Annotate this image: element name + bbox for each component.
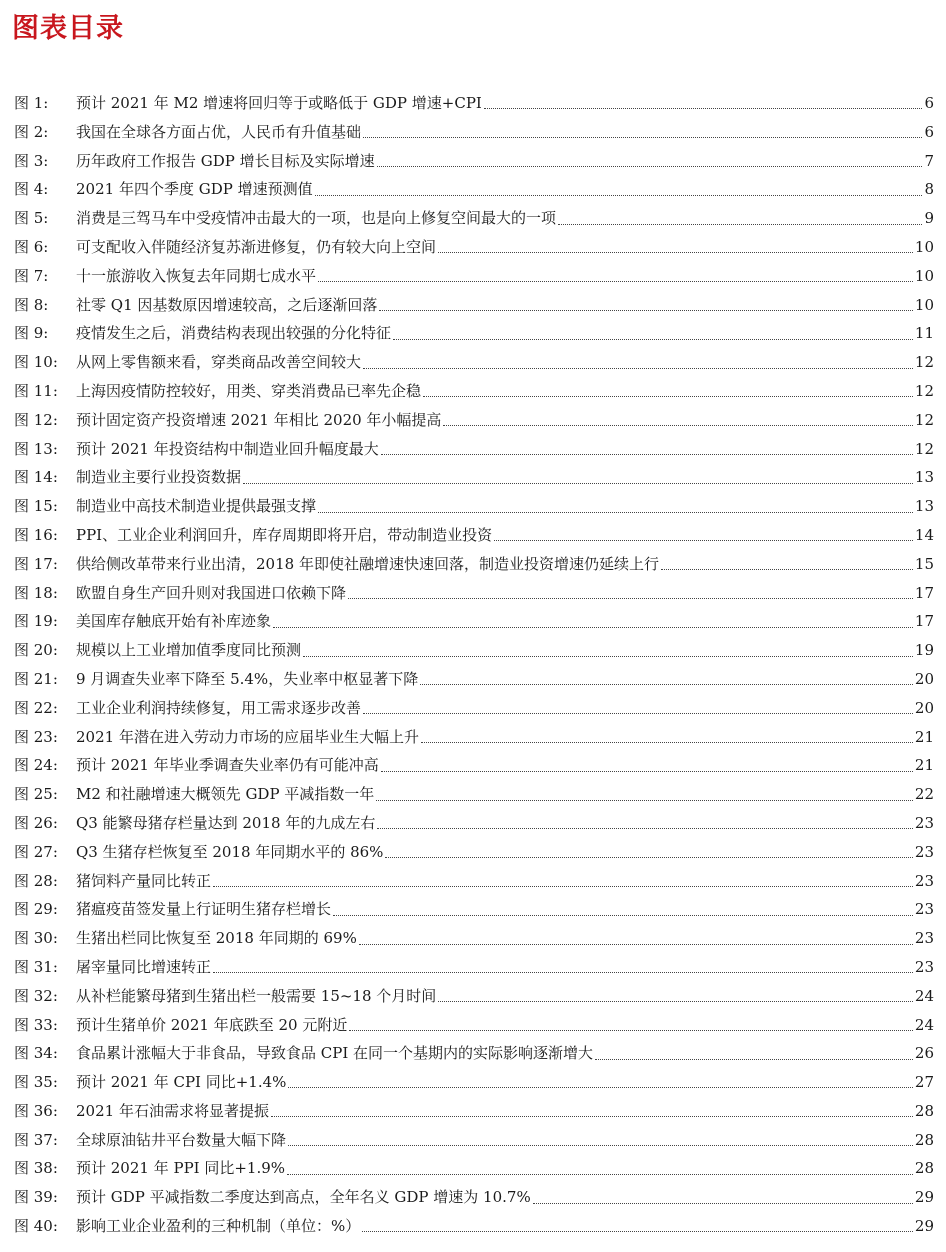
toc-dot-leader [661, 568, 913, 570]
toc-entry[interactable] [14, 118, 934, 147]
toc-entry-title[interactable]: 2021 年潜在进入劳动力市场的应届毕业生大幅上升 [76, 727, 419, 746]
toc-entry-page-number[interactable]: 28 [914, 1130, 934, 1149]
toc-entry-page-number[interactable]: 10 [914, 295, 934, 314]
toc-entry[interactable] [14, 233, 934, 262]
toc-entry-title[interactable]: 2021 年四个季度 GDP 增速预测值 [76, 180, 313, 199]
toc-dot-leader [438, 1000, 913, 1002]
toc-entry-title[interactable]: 预计 2021 年 M2 增速将回归等于或略低于 GDP 增速+CPI [76, 94, 482, 112]
toc-entry[interactable] [14, 1154, 934, 1183]
toc-entry-label: 图 16: [14, 525, 58, 544]
toc-entry-title[interactable]: 食品累计涨幅大于非食品，导致食品 CPI 在同一个基期内的实际影响逐渐增大 [76, 1044, 594, 1063]
toc-entry-title[interactable]: 从补栏能繁母猪到生猪出栏一般需要 15~18 个月时间 [76, 986, 437, 1005]
toc-entry[interactable] [14, 723, 934, 752]
toc-entry[interactable] [14, 262, 934, 291]
toc-entry-title[interactable]: 我国在全球各方面占优，人民币有升值基础 [76, 122, 362, 141]
toc-dot-leader [376, 799, 913, 801]
toc-entry-page-number[interactable]: 13 [914, 497, 934, 516]
toc-entry-title[interactable]: M2 和社融增速大概领先 GDP 平减指数一年 [76, 785, 375, 804]
toc-dot-leader [349, 1029, 913, 1031]
toc-entry-label: 图 37: [14, 1130, 58, 1149]
toc-entry-label: 图 11: [14, 381, 58, 400]
toc-entry-label: 图 24: [14, 756, 58, 775]
toc-dot-leader [381, 453, 913, 455]
toc-entry-label: 图 27: [14, 842, 58, 861]
toc-entry-label: 图 26: [14, 813, 58, 832]
toc-entry[interactable] [14, 867, 934, 896]
toc-dot-leader [213, 971, 913, 973]
toc-entry-page-number[interactable]: 12 [914, 439, 934, 458]
toc-dot-leader [288, 1144, 913, 1146]
table-of-figures [14, 89, 934, 1241]
toc-entry-label: 图 28: [14, 871, 58, 890]
toc-dot-leader [423, 395, 913, 397]
toc-entry-page-number[interactable]: 22 [914, 785, 934, 804]
toc-dot-leader [315, 194, 923, 196]
toc-entry-label: 图 25: [14, 785, 58, 804]
toc-entry-label: 图 2: [14, 122, 49, 141]
toc-entry-page-number[interactable]: 13 [914, 468, 934, 487]
toc-entry-label: 图 6: [14, 237, 49, 256]
toc-entry-label: 图 7: [14, 266, 49, 285]
toc-entry[interactable] [14, 1011, 934, 1040]
toc-entry-label: 图 38: [14, 1159, 58, 1178]
toc-entry-page-number[interactable]: 24 [914, 1015, 934, 1034]
toc-entry-title[interactable]: Q3 生猪存栏恢复至 2018 年同期水平的 86% [76, 842, 384, 861]
toc-dot-leader [363, 136, 922, 138]
toc-dot-leader [303, 655, 913, 657]
toc-dot-leader [377, 827, 913, 829]
toc-entry-title[interactable]: 制造业中高技术制造业提供最强支撑 [76, 497, 317, 516]
toc-entry-title[interactable]: 欧盟自身生产回升则对我国进口依赖下降 [76, 583, 347, 602]
toc-entry-page-number[interactable]: 17 [914, 612, 934, 631]
toc-entry-title[interactable]: 十一旅游收入恢复去年同期七成水平 [76, 266, 317, 285]
toc-dot-leader [363, 367, 913, 369]
toc-entry-page-number[interactable]: 9 [924, 209, 934, 228]
toc-dot-leader [362, 1230, 913, 1232]
toc-entry[interactable] [14, 607, 934, 636]
toc-entry-label: 图 10: [14, 353, 58, 372]
toc-entry-title[interactable]: 疫情发生之后，消费结构表现出较强的分化特征 [76, 324, 392, 343]
toc-entry[interactable] [14, 1126, 934, 1155]
toc-entry-page-number[interactable]: 23 [914, 842, 934, 861]
toc-entry[interactable] [14, 579, 934, 608]
toc-entry[interactable] [14, 147, 934, 176]
toc-entry-label: 图 35: [14, 1073, 58, 1092]
toc-entry-label: 图 34: [14, 1044, 58, 1063]
toc-dot-leader [420, 683, 913, 685]
toc-dot-leader [438, 251, 913, 253]
toc-entry-title[interactable]: 预计 2021 年投资结构中制造业回升幅度最大 [76, 439, 379, 458]
toc-entry-page-number[interactable]: 28 [914, 1101, 934, 1120]
toc-entry-page-number[interactable]: 11 [914, 324, 934, 343]
toc-entry-page-number[interactable]: 28 [914, 1159, 934, 1178]
toc-entry-title[interactable]: 9 月调查失业率下降至 5.4%，失业率中枢显著下降 [76, 669, 419, 688]
toc-entry-title[interactable]: 预计生猪单价 2021 年底跌至 20 元附近 [76, 1015, 348, 1034]
toc-dot-leader [381, 770, 913, 772]
toc-entry-page-number[interactable]: 12 [914, 353, 934, 372]
toc-entry-title[interactable]: PPI、工业企业利润回升，库存周期即将开启，带动制造业投资 [76, 525, 493, 544]
toc-dot-leader [271, 1115, 913, 1117]
toc-entry-page-number[interactable]: 19 [914, 641, 934, 660]
toc-entry[interactable] [14, 895, 934, 924]
toc-dot-leader [393, 338, 913, 340]
toc-entry-page-number[interactable]: 10 [914, 266, 934, 285]
toc-entry[interactable] [14, 175, 934, 204]
toc-entry-label: 图 32: [14, 986, 58, 1005]
toc-entry-label: 图 18: [14, 583, 58, 602]
toc-entry[interactable] [14, 1039, 934, 1068]
toc-dot-leader [243, 482, 913, 484]
toc-entry-label: 图 22: [14, 698, 58, 717]
toc-entry-label: 图 40: [14, 1217, 58, 1236]
toc-entry[interactable] [14, 694, 934, 723]
toc-dot-leader [348, 597, 913, 599]
toc-entry-title[interactable]: 预计 GDP 平减指数二季度达到高点，全年名义 GDP 增速为 10.7% [76, 1188, 531, 1207]
toc-entry-label: 图 36: [14, 1101, 58, 1120]
toc-entry-page-number[interactable]: 29 [914, 1217, 934, 1236]
toc-entry-title[interactable]: 猪瘟疫苗签发量上行证明生猪存栏增长 [76, 900, 332, 919]
toc-entry-title[interactable]: 规模以上工业增加值季度同比预测 [76, 641, 302, 660]
toc-entry-page-number[interactable]: 17 [914, 583, 934, 602]
toc-entry-label: 图 8: [14, 295, 49, 314]
toc-entry[interactable] [14, 348, 934, 377]
toc-entry-page-number[interactable]: 21 [914, 727, 934, 746]
toc-dot-leader [595, 1058, 913, 1060]
toc-entry-page-number[interactable]: 12 [914, 410, 934, 429]
toc-entry[interactable] [14, 924, 934, 953]
toc-entry-page-number[interactable]: 7 [924, 151, 934, 170]
toc-entry-page-number[interactable]: 10 [914, 237, 934, 256]
toc-dot-leader [318, 280, 913, 282]
toc-entry-page-number[interactable]: 24 [914, 986, 934, 1005]
toc-dot-leader [213, 885, 913, 887]
toc-entry-page-number[interactable]: 12 [914, 381, 934, 400]
toc-entry-title[interactable]: 2021 年石油需求将显著提振 [76, 1101, 269, 1120]
toc-dot-leader [287, 1173, 913, 1175]
toc-dot-leader [385, 856, 912, 858]
toc-dot-leader [533, 1202, 913, 1204]
toc-entry[interactable] [14, 780, 934, 809]
toc-dot-leader [379, 309, 913, 311]
toc-dot-leader [318, 511, 913, 513]
toc-entry-page-number[interactable]: 6 [924, 94, 934, 112]
toc-entry-page-number[interactable]: 26 [914, 1044, 934, 1063]
toc-entry[interactable] [14, 982, 934, 1011]
toc-entry-title[interactable]: 社零 Q1 因基数原因增速较高，之后逐渐回落 [76, 295, 378, 314]
toc-entry[interactable] [14, 838, 934, 867]
toc-entry-label: 图 33: [14, 1015, 58, 1034]
toc-entry-page-number[interactable]: 8 [924, 180, 934, 199]
toc-dot-leader [494, 539, 913, 541]
toc-entry-title[interactable]: 屠宰量同比增速转正 [76, 957, 212, 976]
toc-entry-title[interactable]: 全球原油钻井平台数量大幅下降 [76, 1130, 287, 1149]
toc-entry-label: 图 30: [14, 929, 58, 948]
toc-entry-title[interactable]: 可支配收入伴随经济复苏渐进修复，仍有较大向上空间 [76, 237, 437, 256]
toc-entry-page-number[interactable]: 29 [914, 1188, 934, 1207]
toc-dot-leader [377, 165, 923, 167]
toc-entry-page-number[interactable]: 23 [914, 929, 934, 948]
toc-entry-label: 图 23: [14, 727, 58, 746]
toc-entry[interactable] [14, 1212, 934, 1241]
toc-entry[interactable] [14, 636, 934, 665]
toc-entry-label: 图 13: [14, 439, 58, 458]
toc-entry[interactable] [14, 89, 934, 118]
toc-entry-title[interactable]: 美国库存触底开始有补库迹象 [76, 612, 272, 631]
toc-entry-label: 图 9: [14, 324, 49, 343]
toc-entry-title[interactable]: 预计 2021 年毕业季调查失业率仍有可能冲高 [76, 756, 379, 775]
toc-entry[interactable] [14, 550, 934, 579]
toc-entry-page-number[interactable]: 23 [914, 813, 934, 832]
toc-entry-page-number[interactable]: 15 [914, 554, 934, 573]
toc-dot-leader [421, 741, 913, 743]
toc-dot-leader [273, 626, 913, 628]
toc-dot-leader [484, 107, 923, 109]
toc-entry[interactable] [14, 291, 934, 320]
toc-entry[interactable] [14, 1068, 934, 1097]
toc-entry-label: 图 4: [14, 180, 49, 199]
toc-entry-label: 图 19: [14, 612, 58, 631]
toc-entry[interactable] [14, 377, 934, 406]
toc-entry-label: 图 39: [14, 1188, 58, 1207]
toc-entry-label: 图 21: [14, 669, 58, 688]
toc-entry-title[interactable]: 供给侧改革带来行业出清，2018 年即使社融增速快速回落，制造业投资增速仍延续上行 [76, 554, 659, 573]
toc-entry-page-number[interactable]: 20 [914, 669, 934, 688]
toc-entry-label: 图 31: [14, 957, 58, 976]
toc-entry-page-number[interactable]: 27 [914, 1073, 934, 1092]
toc-entry-title[interactable]: 生猪出栏同比恢复至 2018 年同期的 69% [76, 929, 357, 948]
toc-entry[interactable] [14, 521, 934, 550]
toc-entry[interactable] [14, 319, 934, 348]
toc-entry[interactable] [14, 204, 934, 233]
toc-entry-page-number[interactable]: 23 [914, 871, 934, 890]
toc-dot-leader [333, 914, 913, 916]
toc-entry[interactable] [14, 406, 934, 435]
toc-entry-label: 图 29: [14, 900, 58, 919]
toc-entry-page-number[interactable]: 14 [914, 525, 934, 544]
toc-entry[interactable] [14, 751, 934, 780]
toc-entry[interactable] [14, 463, 934, 492]
toc-entry[interactable] [14, 665, 934, 694]
toc-entry-label: 图 15: [14, 497, 58, 516]
toc-entry-label: 图 14: [14, 468, 58, 487]
toc-dot-leader [443, 424, 912, 426]
toc-entry-title[interactable]: 上海因疫情防控较好，用类、穿类消费品已率先企稳 [76, 381, 422, 400]
toc-entry-title[interactable]: 影响工业企业盈利的三种机制（单位：%） [76, 1217, 361, 1236]
toc-entry-title[interactable]: 制造业主要行业投资数据 [76, 468, 242, 487]
toc-entry[interactable] [14, 1183, 934, 1212]
toc-entry-label: 图 20: [14, 641, 58, 660]
toc-entry-label: 图 12: [14, 410, 58, 429]
toc-entry-title[interactable]: 预计固定资产投资增速 2021 年相比 2020 年小幅提高 [76, 410, 442, 429]
toc-entry[interactable] [14, 809, 934, 838]
toc-entry[interactable] [14, 435, 934, 464]
toc-dot-leader [558, 223, 922, 225]
toc-dot-leader [288, 1086, 912, 1088]
toc-entry-label: 图 5: [14, 209, 49, 228]
toc-entry-page-number[interactable]: 6 [924, 122, 934, 141]
toc-entry-title[interactable]: 猪饲料产量同比转正 [76, 871, 212, 890]
toc-entry[interactable] [14, 492, 934, 521]
toc-entry-title[interactable]: Q3 能繁母猪存栏量达到 2018 年的九成左右 [76, 813, 376, 832]
toc-entry-label: 图 17: [14, 554, 58, 573]
toc-entry-title[interactable]: 预计 2021 年 PPI 同比+1.9% [76, 1159, 286, 1178]
toc-entry-page-number[interactable]: 20 [914, 698, 934, 717]
toc-dot-leader [359, 943, 913, 945]
toc-entry-title[interactable]: 预计 2021 年 CPI 同比+1.4% [76, 1073, 287, 1092]
toc-entry-title[interactable]: 从网上零售额来看，穿类商品改善空间较大 [76, 353, 362, 372]
toc-entry-title[interactable]: 消费是三驾马车中受疫情冲击最大的一项，也是向上修复空间最大的一项 [76, 209, 557, 228]
page-title: 图表目录 [12, 13, 124, 44]
toc-entry-page-number[interactable]: 23 [914, 900, 934, 919]
toc-entry-label: 图 1: [14, 94, 49, 112]
toc-entry[interactable] [14, 953, 934, 982]
toc-entry-page-number[interactable]: 21 [914, 756, 934, 775]
toc-entry[interactable] [14, 1097, 934, 1126]
toc-entry-label: 图 3: [14, 151, 49, 170]
toc-entry-title[interactable]: 历年政府工作报告 GDP 增长目标及实际增速 [76, 151, 375, 170]
toc-entry-title[interactable]: 工业企业利润持续修复，用工需求逐步改善 [76, 698, 362, 717]
toc-entry-page-number[interactable]: 23 [914, 957, 934, 976]
toc-dot-leader [363, 712, 913, 714]
